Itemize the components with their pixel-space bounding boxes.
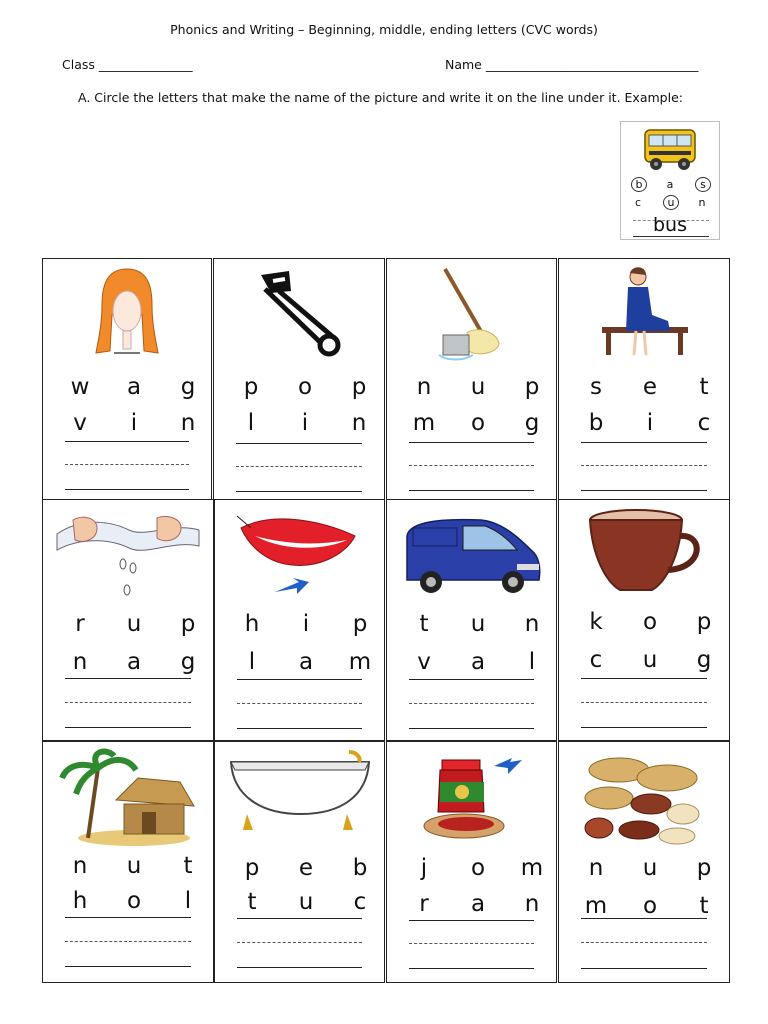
dashed-line bbox=[237, 703, 362, 704]
example-letter: a bbox=[666, 178, 674, 191]
writing-line[interactable] bbox=[237, 967, 362, 968]
letter[interactable]: c bbox=[697, 410, 711, 436]
instruction-text: A. Circle the letters that make the name of the picture and write it on the line under it. Example: bbox=[78, 90, 683, 105]
letter[interactable]: p bbox=[524, 374, 540, 400]
letter[interactable]: r bbox=[419, 891, 429, 917]
letter[interactable]: n bbox=[588, 855, 604, 881]
letter[interactable]: n bbox=[524, 891, 540, 917]
card-jam bbox=[386, 741, 557, 983]
example-answer: bus bbox=[652, 214, 687, 236]
letter[interactable]: a bbox=[470, 891, 486, 917]
example-letter: n bbox=[698, 196, 706, 209]
dashed-line bbox=[65, 464, 189, 465]
answer-line bbox=[65, 441, 189, 442]
letter[interactable]: r bbox=[75, 611, 85, 637]
answer-line bbox=[236, 443, 362, 444]
answer-line bbox=[409, 679, 534, 680]
writing-line[interactable] bbox=[237, 728, 362, 729]
letter[interactable]: k bbox=[589, 609, 603, 635]
letter[interactable]: l bbox=[248, 649, 256, 675]
class-field[interactable]: Class _______________ bbox=[62, 57, 193, 72]
card-nuts bbox=[558, 741, 730, 983]
writing-line[interactable] bbox=[409, 728, 534, 729]
lips-icon bbox=[215, 506, 384, 606]
writing-line[interactable] bbox=[65, 966, 191, 967]
letter[interactable]: m bbox=[412, 410, 436, 436]
letter[interactable]: t bbox=[699, 374, 709, 400]
answer-line bbox=[65, 678, 191, 679]
letter[interactable]: m bbox=[584, 893, 608, 919]
letter[interactable]: v bbox=[417, 649, 431, 675]
jam-icon bbox=[387, 748, 556, 848]
letter[interactable]: i bbox=[130, 410, 138, 436]
card-safety-pin bbox=[213, 258, 385, 500]
letter[interactable]: m bbox=[520, 855, 544, 881]
letter[interactable]: n bbox=[524, 611, 540, 637]
dashed-line bbox=[237, 942, 362, 943]
answer-line bbox=[581, 918, 707, 919]
answer-line bbox=[65, 917, 191, 918]
name-field[interactable]: Name __________________________________ bbox=[445, 57, 699, 72]
letter[interactable]: o bbox=[470, 410, 486, 436]
writing-line[interactable] bbox=[409, 968, 534, 969]
dashed-line bbox=[65, 941, 191, 942]
letter[interactable]: c bbox=[353, 889, 367, 915]
letter[interactable]: p bbox=[244, 855, 260, 881]
writing-line[interactable] bbox=[236, 491, 362, 492]
card-wringing-cloth bbox=[42, 499, 214, 741]
letter[interactable]: u bbox=[470, 374, 486, 400]
card-woman-sitting bbox=[558, 258, 730, 500]
card-tub bbox=[214, 741, 385, 983]
letter[interactable]: o bbox=[642, 609, 658, 635]
example-baseline bbox=[633, 236, 709, 237]
letter[interactable]: l bbox=[247, 410, 255, 436]
letter[interactable]: o bbox=[297, 374, 313, 400]
dashed-line bbox=[409, 465, 534, 466]
answer-line bbox=[409, 920, 534, 921]
letter[interactable]: t bbox=[183, 853, 193, 879]
letter[interactable]: s bbox=[590, 374, 602, 400]
letter[interactable]: j bbox=[420, 855, 428, 881]
answer-line bbox=[237, 679, 362, 680]
card-lips bbox=[214, 499, 385, 741]
example-letter: u bbox=[663, 195, 679, 210]
dashed-line bbox=[65, 702, 191, 703]
letter[interactable]: p bbox=[696, 855, 712, 881]
letter[interactable]: u bbox=[642, 855, 658, 881]
tub-icon bbox=[215, 748, 384, 848]
letter[interactable]: o bbox=[642, 893, 658, 919]
writing-line[interactable] bbox=[65, 489, 189, 490]
letter[interactable]: t bbox=[699, 893, 709, 919]
letter[interactable]: b bbox=[352, 855, 368, 881]
mop-icon bbox=[387, 265, 556, 365]
letter[interactable]: p bbox=[352, 611, 368, 637]
nuts-icon bbox=[559, 748, 729, 848]
van-icon bbox=[387, 506, 556, 606]
letter[interactable]: l bbox=[528, 649, 536, 675]
letter[interactable]: v bbox=[73, 410, 87, 436]
letter[interactable]: e bbox=[642, 374, 658, 400]
letter[interactable]: i bbox=[301, 410, 309, 436]
safety-pin-icon bbox=[214, 265, 384, 365]
letter[interactable]: t bbox=[419, 611, 429, 637]
letter[interactable]: g bbox=[180, 649, 196, 675]
letter[interactable]: n bbox=[416, 374, 432, 400]
answer-line bbox=[581, 442, 707, 443]
letter[interactable]: a bbox=[126, 649, 142, 675]
letter[interactable]: l bbox=[184, 888, 192, 914]
example-letter: b bbox=[631, 177, 647, 192]
letter[interactable]: u bbox=[126, 853, 142, 879]
letter[interactable]: n bbox=[72, 853, 88, 879]
writing-line[interactable] bbox=[581, 727, 707, 728]
letter[interactable]: o bbox=[470, 855, 486, 881]
example-letter: c bbox=[634, 196, 642, 209]
letter[interactable]: p bbox=[351, 374, 367, 400]
example-letter: s bbox=[695, 177, 711, 192]
writing-line[interactable] bbox=[581, 968, 707, 969]
letter[interactable]: h bbox=[72, 888, 88, 914]
letter[interactable]: n bbox=[72, 649, 88, 675]
letter[interactable]: m bbox=[348, 649, 372, 675]
hut-icon bbox=[43, 748, 213, 848]
answer-line bbox=[409, 442, 534, 443]
letter[interactable]: u bbox=[126, 611, 142, 637]
letter[interactable]: e bbox=[298, 855, 314, 881]
letter[interactable]: b bbox=[588, 410, 604, 436]
writing-line[interactable] bbox=[581, 490, 707, 491]
answer-line bbox=[581, 678, 707, 679]
letter[interactable]: o bbox=[126, 888, 142, 914]
dashed-line bbox=[409, 703, 534, 704]
letter[interactable]: g bbox=[696, 647, 712, 673]
card-cup bbox=[558, 499, 730, 741]
dashed-line bbox=[581, 465, 707, 466]
letter[interactable]: t bbox=[247, 889, 257, 915]
school-bus-icon bbox=[639, 126, 701, 178]
letter[interactable]: p bbox=[180, 611, 196, 637]
writing-line[interactable] bbox=[409, 490, 534, 491]
letter[interactable]: n bbox=[351, 410, 367, 436]
letter[interactable]: u bbox=[642, 647, 658, 673]
dashed-line bbox=[581, 702, 707, 703]
worksheet-title: Phonics and Writing – Beginning, middle, ending letters (CVC words) bbox=[170, 22, 598, 37]
letter[interactable]: w bbox=[70, 374, 90, 400]
letter[interactable]: u bbox=[298, 889, 314, 915]
card-hut bbox=[42, 741, 214, 983]
letter[interactable]: p bbox=[696, 609, 712, 635]
letter[interactable]: g bbox=[524, 410, 540, 436]
letter[interactable]: u bbox=[470, 611, 486, 637]
answer-line bbox=[237, 918, 362, 919]
letter[interactable]: h bbox=[244, 611, 260, 637]
writing-line[interactable] bbox=[65, 727, 191, 728]
letter[interactable]: i bbox=[302, 611, 310, 637]
dashed-line bbox=[581, 942, 707, 943]
dashed-line bbox=[409, 943, 534, 944]
letter[interactable]: a bbox=[298, 649, 314, 675]
letter[interactable]: p bbox=[243, 374, 259, 400]
wringing-cloth-icon bbox=[43, 506, 213, 606]
letter[interactable]: i bbox=[646, 410, 654, 436]
letter[interactable]: g bbox=[180, 374, 196, 400]
cup-icon bbox=[559, 506, 729, 606]
card-van bbox=[386, 499, 557, 741]
woman-sitting-icon bbox=[559, 265, 729, 365]
letter[interactable]: c bbox=[589, 647, 603, 673]
example-card bbox=[620, 121, 720, 240]
letter[interactable]: a bbox=[126, 374, 142, 400]
hair-icon bbox=[43, 265, 211, 365]
card-hair bbox=[42, 258, 212, 500]
dashed-line bbox=[236, 466, 362, 467]
letter[interactable]: a bbox=[470, 649, 486, 675]
letter[interactable]: n bbox=[180, 410, 196, 436]
card-mop bbox=[386, 258, 557, 500]
